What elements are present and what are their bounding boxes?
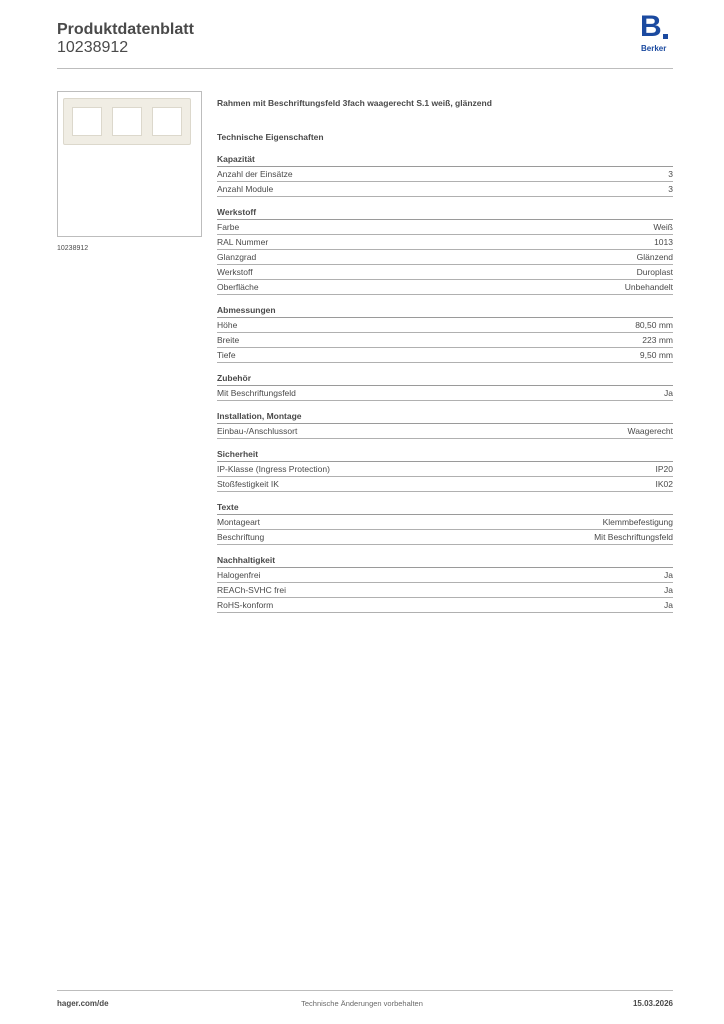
property-label: Breite [217,335,240,345]
header-divider [57,68,673,69]
property-label: Werkstoff [217,267,253,277]
property-value: Ja [664,570,673,580]
footer-divider [57,990,673,991]
image-caption: 10238912 [57,245,89,252]
property-row [217,386,673,401]
property-row [217,424,673,439]
section-title: Werkstoff [217,206,673,220]
section-title: Zubehör [217,372,673,386]
property-label: Anzahl der Einsätze [217,169,293,179]
property-value: 3 [668,169,673,179]
property-label: Höhe [217,320,238,330]
sections-container [217,153,673,613]
property-value: 3 [668,184,673,194]
property-row [217,515,673,530]
property-value: Duroplast [636,267,673,277]
property-value: Klemmbefestigung [602,517,673,527]
logo-letter: B [640,10,662,43]
property-row [217,167,673,182]
product-number: 10238912 [57,39,129,56]
footer-website-link[interactable]: hager.com/de [57,999,109,1008]
property-section [217,372,673,401]
property-value: IP20 [655,464,673,474]
section-title: Abmessungen [217,304,673,318]
technical-properties-heading: Technische Eigenschaften [217,132,324,142]
property-row [217,477,673,492]
property-row [217,318,673,333]
property-value: 1013 [654,237,673,247]
property-label: Beschriftung [217,532,265,542]
property-label: Einbau-/Anschlussort [217,426,298,436]
property-row [217,568,673,583]
property-label: Halogenfrei [217,570,261,580]
property-row [217,250,673,265]
footer-disclaimer: Technische Änderungen vorbehalten [301,999,423,1008]
property-value: Glänzend [636,252,673,262]
property-row [217,220,673,235]
section-title: Installation, Montage [217,410,673,424]
property-label: Tiefe [217,350,236,360]
property-label: RoHS-konform [217,600,274,610]
property-row [217,280,673,295]
frame-opening [152,107,182,136]
property-row [217,583,673,598]
property-value: Weiß [653,222,673,232]
frame-opening [112,107,142,136]
property-row [217,530,673,545]
property-value: Ja [664,585,673,595]
section-title: Sicherheit [217,448,673,462]
property-section [217,448,673,492]
frame-opening [72,107,102,136]
property-section [217,554,673,613]
property-section [217,410,673,439]
product-title: Rahmen mit Beschriftungsfeld 3fach waagerecht S.1 weiß, glänzend [217,98,492,108]
property-label: Farbe [217,222,240,232]
property-section [217,153,673,197]
property-label: Anzahl Module [217,184,274,194]
property-label: IP-Klasse (Ingress Protection) [217,464,330,474]
property-label: Montageart [217,517,260,527]
section-title: Texte [217,501,673,515]
product-image [57,91,202,237]
property-label: Stoßfestigkeit IK [217,479,279,489]
property-section [217,501,673,545]
property-label: RAL Nummer [217,237,269,247]
property-row [217,182,673,197]
property-label: Mit Beschriftungsfeld [217,388,296,398]
datasheet-content [217,96,673,613]
property-row [217,462,673,477]
section-title: Nachhaltigkeit [217,554,673,568]
property-value: IK02 [655,479,673,489]
property-value: 80,50 mm [635,320,673,330]
logo-dot [663,34,668,39]
property-label: REACh-SVHC frei [217,585,286,595]
section-title: Kapazität [217,153,673,167]
logo-text: Berker [641,44,667,53]
property-value: Waagerecht [627,426,673,436]
page-title: Produktdatenblatt [57,21,194,38]
property-row [217,598,673,613]
property-value: 223 mm [642,335,673,345]
property-section [217,304,673,363]
property-section [217,206,673,295]
property-label: Oberfläche [217,282,259,292]
property-label: Glanzgrad [217,252,257,262]
frame-illustration [63,98,191,145]
property-row [217,265,673,280]
property-value: Unbehandelt [624,282,673,292]
property-row [217,333,673,348]
footer-date: 15.03.2026 [632,999,673,1008]
property-value: Mit Beschriftungsfeld [594,532,673,542]
berker-logo[interactable] [640,10,674,54]
property-value: Ja [664,600,673,610]
property-value: 9,50 mm [639,350,673,360]
property-row [217,348,673,363]
property-value: Ja [664,388,673,398]
property-row [217,235,673,250]
